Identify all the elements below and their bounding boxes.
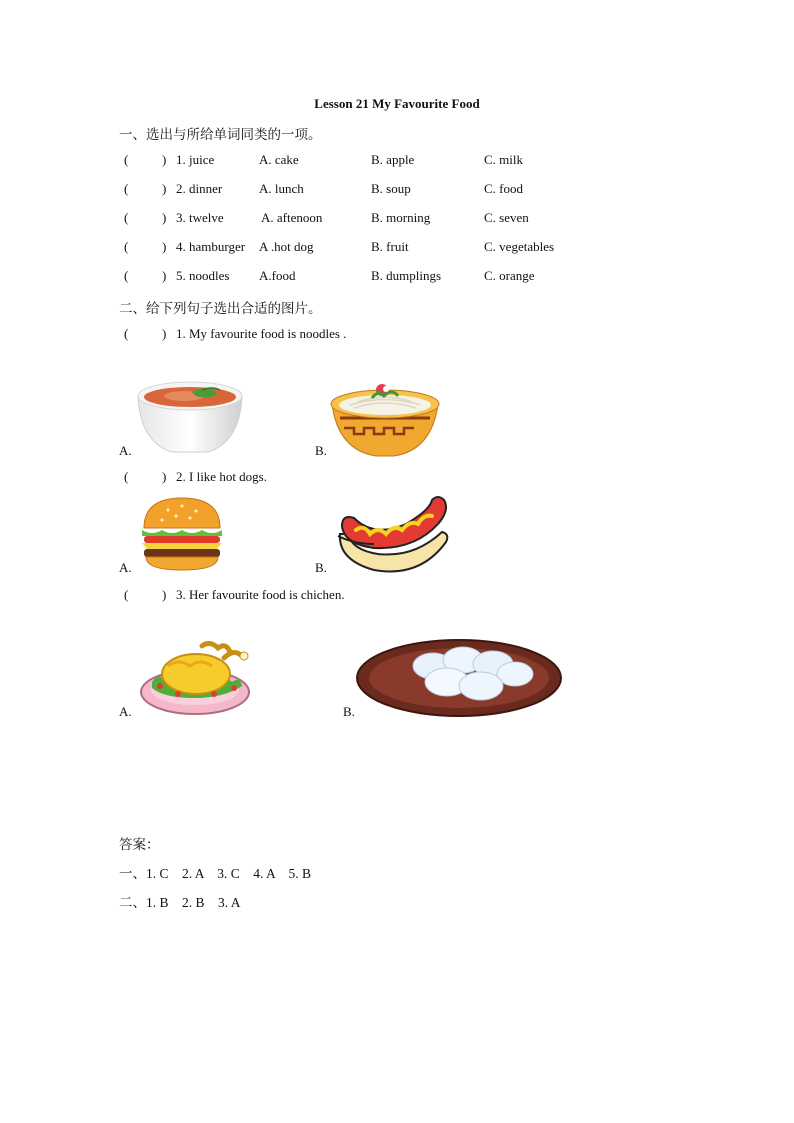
option-b-label: B. [315, 560, 327, 575]
option-c: C. milk [484, 152, 524, 167]
question-word: 1. juice [176, 152, 215, 167]
question-word: 4. hamburger [176, 239, 246, 254]
section2-heading: 二、给下列句子选出合适的图片。 [119, 301, 322, 316]
option-b-label: B. [343, 704, 355, 719]
question-sentence: 3. Her favourite food is chichen. [176, 587, 345, 602]
picture-question-2 [0, 469, 794, 489]
question-word: 2. dinner [176, 181, 223, 196]
answer-paren-left[interactable]: ( [124, 268, 129, 283]
section1-heading: 一、选出与所给单词同类的一项。 [119, 127, 322, 142]
answer-paren-right: ) [162, 181, 167, 196]
noodle-bowl-icon [326, 378, 444, 460]
exercise-row-1 [0, 152, 794, 172]
answer-paren-left[interactable]: ( [124, 181, 129, 196]
answer-paren-right: ) [162, 239, 167, 254]
page-title: Lesson 21 My Favourite Food [314, 96, 480, 111]
dumplings-plate-icon [355, 638, 563, 718]
option-a: A. lunch [259, 181, 304, 196]
picture-question-1 [0, 326, 794, 346]
hamburger-icon [138, 494, 226, 574]
answer-paren-right: ) [162, 210, 167, 225]
option-c: C. vegetables [484, 239, 555, 254]
question-word: 5. noodles [176, 268, 230, 283]
answer-paren-right: ) [162, 587, 167, 602]
question-sentence: 1. My favourite food is noodles . [176, 326, 347, 341]
exercise-row-4 [0, 239, 794, 259]
option-b: B. dumplings [371, 268, 442, 283]
question-word: 3. twelve [176, 210, 224, 225]
hot-dog-icon [334, 494, 452, 576]
answer-paren-right: ) [162, 469, 167, 484]
answer-paren-left[interactable]: ( [124, 587, 129, 602]
option-b-label: B. [315, 443, 327, 458]
option-c: C. orange [484, 268, 535, 283]
option-a-label: A. [119, 704, 132, 719]
answers-section2: 二、1. B 2. B 3. A [119, 895, 241, 910]
option-a: A. cake [259, 152, 299, 167]
exercise-row-5 [0, 268, 794, 288]
exercise-row-3 [0, 210, 794, 230]
answer-paren-left[interactable]: ( [124, 326, 129, 341]
answers-heading: 答案： [119, 837, 160, 852]
answers-section1: 一、1. C 2. A 3. C 4. A 5. B [119, 866, 312, 881]
option-a: A.food [259, 268, 296, 283]
option-a: A. aftenoon [261, 210, 323, 225]
option-b: B. apple [371, 152, 415, 167]
question-sentence: 2. I like hot dogs. [176, 469, 267, 484]
option-a: A .hot dog [259, 239, 314, 254]
roast-chicken-icon [138, 636, 252, 718]
option-a-label: A. [119, 560, 132, 575]
option-a-label: A. [119, 443, 132, 458]
option-b: B. morning [371, 210, 431, 225]
answer-paren-right: ) [162, 326, 167, 341]
option-c: C. seven [484, 210, 529, 225]
answer-paren-left[interactable]: ( [124, 239, 129, 254]
answer-paren-right: ) [162, 152, 167, 167]
answer-paren-left[interactable]: ( [124, 469, 129, 484]
answer-paren-left[interactable]: ( [124, 210, 129, 225]
option-b: B. fruit [371, 239, 409, 254]
exercise-row-2 [0, 181, 794, 201]
picture-question-3 [0, 587, 794, 607]
option-c: C. food [484, 181, 523, 196]
answer-paren-right: ) [162, 268, 167, 283]
answer-paren-left[interactable]: ( [124, 152, 129, 167]
option-b: B. soup [371, 181, 411, 196]
soup-bowl-icon [132, 372, 248, 458]
